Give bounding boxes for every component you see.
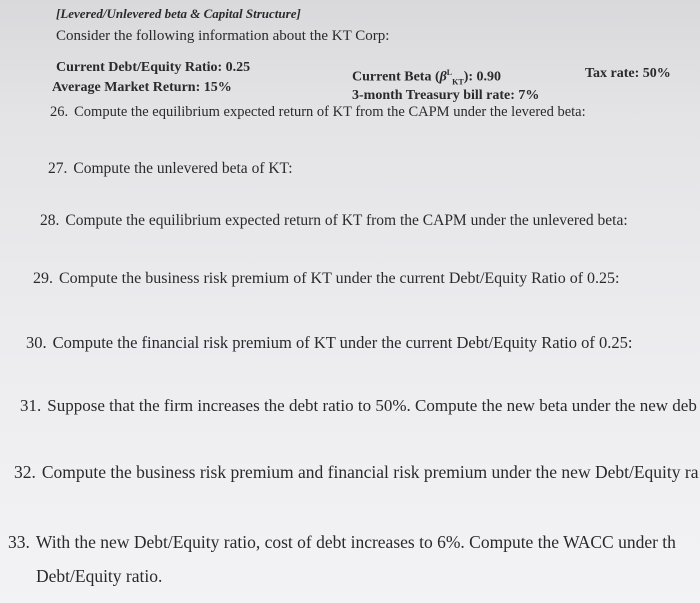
question-33-continued: Debt/Equity ratio. [36, 566, 163, 586]
question-text: Suppose that the firm increases the debt ratio to 50%. Compute the new beta under the new deb [47, 396, 697, 415]
question-31 [20, 396, 697, 416]
question-28 [40, 212, 628, 230]
question-26 [50, 104, 586, 121]
question-text: Compute the equilibrium expected return of KT from the CAPM under the levered beta: [74, 104, 586, 120]
beta-prefix: Current Beta ( [352, 69, 440, 85]
beta-sub: KT [452, 77, 464, 87]
question-text: Compute the financial risk premium of KT under the current Debt/Equity Ratio of 0.25: [52, 333, 633, 352]
question-29 [33, 270, 620, 288]
question-text: With the new Debt/Equity ratio, cost of debt increases to 6%. Compute the WACC under th [35, 532, 676, 552]
question-33 [8, 532, 676, 553]
given-tax-rate: Tax rate: 50% [585, 66, 671, 81]
beta-sup: L [446, 68, 453, 77]
question-text: Compute the equilibrium expected return of KT from the CAPM under the unlevered beta: [65, 212, 628, 229]
question-number: 27. [48, 160, 68, 177]
question-number: 32. [14, 462, 36, 482]
beta-symbol: β [439, 69, 447, 85]
beta-suffix: ): 0.90 [463, 69, 502, 85]
question-number: 29. [33, 270, 53, 287]
question-32 [14, 462, 698, 483]
question-text: Compute the unlevered beta of KT: [73, 160, 293, 177]
given-debt-equity: Current Debt/Equity Ratio: 0.25 [56, 60, 251, 75]
section-title: [Levered/Unlevered beta & Capital Structure] [56, 6, 301, 21]
question-text: Compute the business risk premium of KT under the current Debt/Equity Ratio of 0.25: [59, 270, 620, 287]
question-number: 30. [26, 333, 47, 352]
given-market-return: Average Market Return: 15% [52, 80, 232, 95]
question-number: 33. [8, 532, 30, 552]
question-text: Compute the business risk premium and financial risk premium under the new Debt/Equity ra [41, 462, 699, 482]
intro-text: Consider the following information about the KT Corp: [56, 28, 390, 44]
given-tbill-rate: 3-month Treasury bill rate: 7% [352, 88, 540, 103]
question-number: 31. [20, 396, 42, 415]
question-number: 28. [40, 212, 60, 229]
given-current-beta [352, 68, 501, 86]
question-27 [48, 160, 293, 178]
question-number: 26. [50, 104, 69, 120]
question-30 [26, 333, 632, 353]
